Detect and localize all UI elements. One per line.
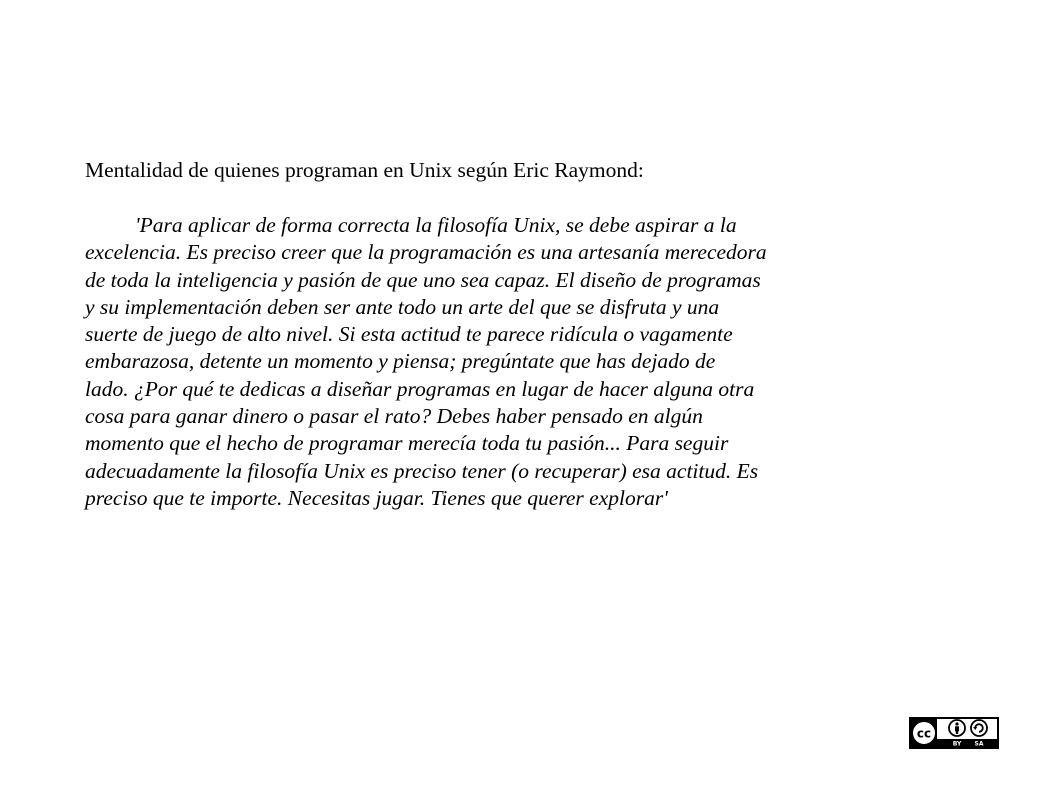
quote-line: preciso que te importe. Necesitas jugar. Tienes que querer explorar': [85, 485, 668, 510]
quote-line: lado. ¿Por qué te dedicas a diseñar programas en lugar de hacer alguna otra: [85, 376, 755, 401]
quote-line: adecuadamente la filosofía Unix es preciso tener (o recuperar) esa actitud. Es: [85, 458, 759, 483]
cc-logo-icon: [912, 721, 936, 745]
quote-line: de toda la inteligencia y pasión de que uno sea capaz. El diseño de programas: [85, 267, 761, 292]
by-label: BY: [952, 740, 962, 748]
quote-block: [85, 212, 885, 512]
share-alike-icon: [971, 720, 987, 736]
attribution-person-icon: [949, 720, 965, 736]
quote-line: embarazosa, detente un momento y piensa; pregúntate que has dejado de: [85, 349, 716, 374]
cc-by-sa-license-badge: [909, 717, 999, 749]
slide-heading: Mentalidad de quienes programan en Unix según Eric Raymond:: [85, 158, 644, 182]
quote-line: suerte de juego de alto nivel. Si esta actitud te parece ridícula o vagamente: [85, 322, 733, 347]
svg-text:cc: cc: [916, 726, 932, 741]
sa-label: SA: [974, 740, 984, 748]
quote-line: excelencia. Es preciso creer que la programación es una artesanía merecedora: [85, 240, 767, 265]
quote-line: momento que el hecho de programar merecía toda tu pasión... Para seguir: [85, 431, 729, 456]
quote-line: y su implementación deben ser ante todo un arte del que se disfruta y una: [85, 294, 720, 319]
quote-line: 'Para aplicar de forma correcta la filosofía Unix, se debe aspirar a la: [135, 213, 737, 237]
quote-line: cosa para ganar dinero o pasar el rato? Debes haber pensado en algún: [85, 404, 703, 429]
